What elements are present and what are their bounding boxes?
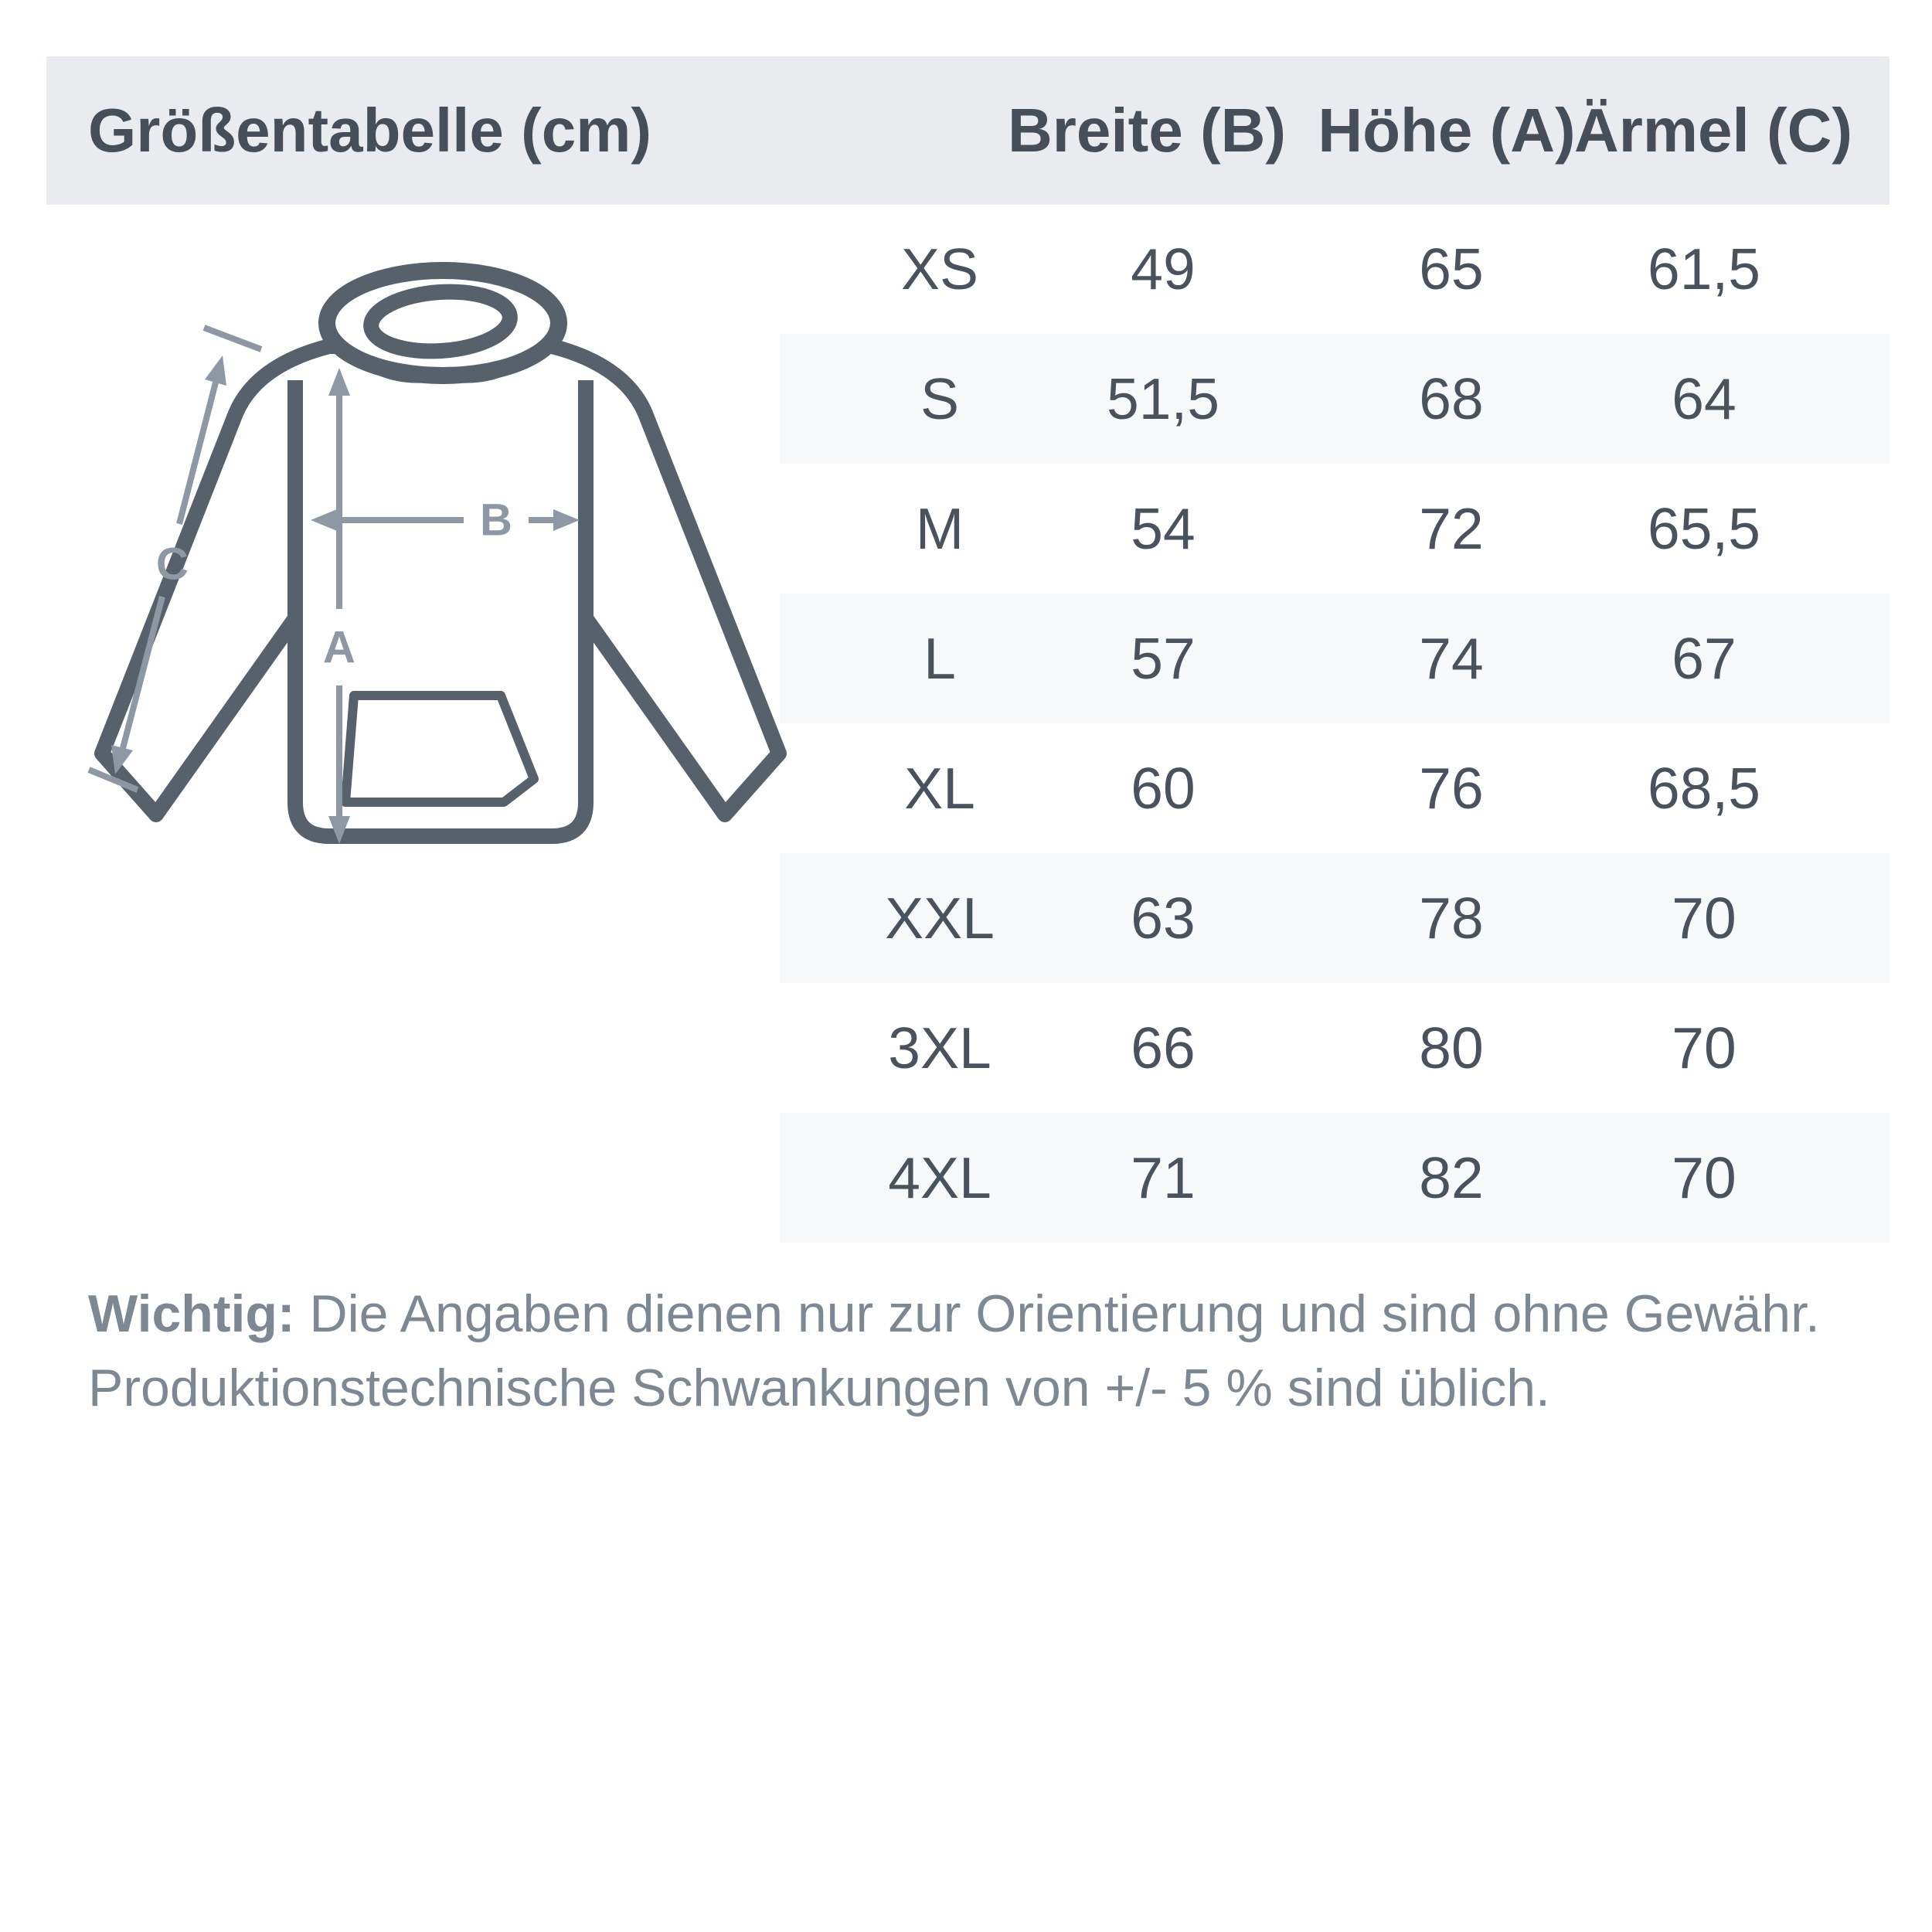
table-row xyxy=(781,1113,1889,1243)
column-header-breite: Breite (B) xyxy=(1007,96,1287,165)
cell-size: XXL xyxy=(885,886,995,951)
cell-size: 4XL xyxy=(888,1145,992,1210)
cell-size: M xyxy=(915,496,964,561)
disclaimer-note xyxy=(88,1277,1889,1425)
table-row xyxy=(781,723,1889,853)
cell-breite: 57 xyxy=(1131,626,1196,691)
cell-hoehe: 68 xyxy=(1419,366,1484,431)
cell-hoehe: 72 xyxy=(1419,496,1484,561)
hood-opening-icon xyxy=(369,287,512,355)
cell-aermel: 67 xyxy=(1672,626,1736,691)
cell-hoehe: 82 xyxy=(1419,1145,1484,1210)
disclaimer-line2: Produktionstechnische Schwankungen von +/- 5 % sind üblich. xyxy=(88,1359,1550,1417)
table-row xyxy=(781,464,1889,594)
cell-hoehe: 65 xyxy=(1419,236,1484,301)
cell-aermel: 61,5 xyxy=(1648,236,1760,301)
cell-size: L xyxy=(923,626,956,691)
cell-breite: 51,5 xyxy=(1107,366,1219,431)
cell-hoehe: 76 xyxy=(1419,756,1484,821)
table-row xyxy=(781,983,1889,1113)
cell-aermel: 65,5 xyxy=(1648,496,1760,561)
cell-aermel: 70 xyxy=(1672,1015,1736,1080)
cell-size: XL xyxy=(904,756,975,821)
column-header-aermel: Ärmel (C) xyxy=(1573,96,1853,165)
cell-breite: 71 xyxy=(1131,1145,1196,1210)
size-table-body xyxy=(781,204,1889,1243)
table-row xyxy=(781,334,1889,464)
label-c: C xyxy=(156,539,189,590)
cell-size: XS xyxy=(900,236,979,301)
hoodie-measurement-diagram xyxy=(46,216,804,858)
cell-hoehe: 78 xyxy=(1419,886,1484,951)
disclaimer-line1: Die Angaben dienen nur zur Orientierung und sind ohne Gewähr. xyxy=(309,1284,1820,1343)
table-row xyxy=(781,204,1889,334)
cell-breite: 63 xyxy=(1131,886,1196,951)
cell-aermel: 70 xyxy=(1672,886,1736,951)
cell-breite: 66 xyxy=(1131,1015,1196,1080)
cell-size: S xyxy=(920,366,960,431)
cell-aermel: 70 xyxy=(1672,1145,1736,1210)
cell-aermel: 68,5 xyxy=(1648,756,1760,821)
cell-hoehe: 74 xyxy=(1419,626,1484,691)
disclaimer-label: Wichtig: xyxy=(88,1284,295,1343)
label-b: B xyxy=(480,495,512,546)
cell-breite: 49 xyxy=(1131,236,1196,301)
cell-hoehe: 80 xyxy=(1419,1015,1484,1080)
label-a: A xyxy=(323,622,355,673)
cell-breite: 54 xyxy=(1131,496,1196,561)
cell-size: 3XL xyxy=(888,1015,992,1080)
pocket-icon xyxy=(345,696,534,802)
table-row xyxy=(781,594,1889,723)
chart-title: Größentabelle (cm) xyxy=(88,96,652,165)
table-header-band xyxy=(46,56,1889,205)
cell-breite: 60 xyxy=(1131,756,1196,821)
table-row xyxy=(781,853,1889,983)
cell-aermel: 64 xyxy=(1672,366,1736,431)
column-header-hoehe: Höhe (A) xyxy=(1318,96,1576,165)
